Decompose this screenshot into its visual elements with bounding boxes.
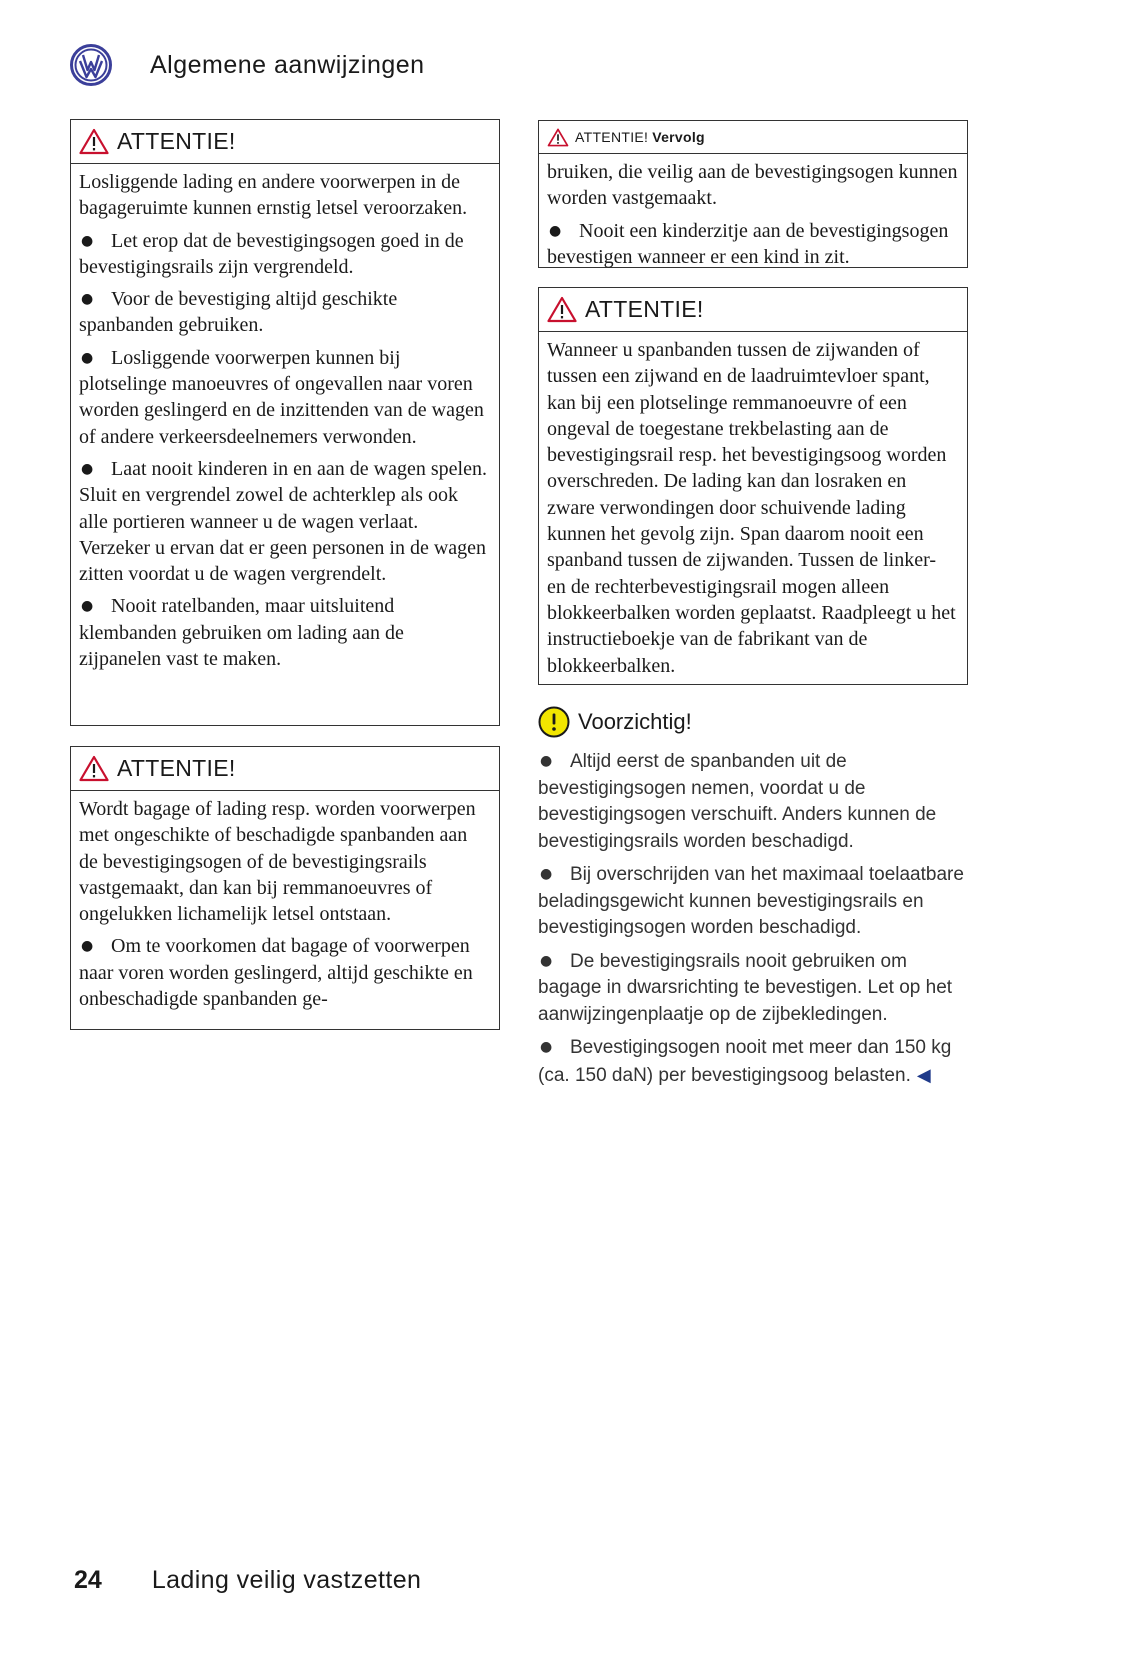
- page-number: 24: [74, 1566, 102, 1594]
- warning-box: [70, 746, 500, 1030]
- caution-title: Voorzichtig!: [578, 709, 692, 734]
- warning-triangle-icon: [79, 128, 109, 155]
- caution-note: [538, 704, 970, 1095]
- caution-bullet-text: Bevestigingsogen nooit met meer dan 150 kg (ca. 150 daN) per bevestigingsoog belasten.: [538, 1037, 952, 1086]
- warning-body: [539, 332, 967, 683]
- warning-box: [70, 119, 500, 726]
- caution-body: [538, 748, 970, 1089]
- section-end-marker-icon: ◀: [916, 1064, 931, 1085]
- caution-exclamation-icon: [538, 706, 570, 738]
- warning-triangle-icon: [547, 128, 569, 147]
- warning-header: [71, 747, 499, 791]
- warning-bullet: ● Nooit een kinderzitje aan de bevestigingsogen bevestigen wanneer er een kind in zit.: [547, 218, 959, 271]
- caution-bullet: ● Altijd eerst de spanbanden uit de bevestigingsogen nemen, voordat u de bevestigingsogen verschuift. Anders kunnen de bevestigingsrails worden beschadigd.: [538, 748, 970, 855]
- warning-paragraph: Losliggende lading en andere voorwerpen in de bagageruimte kunnen ernstig letsel veroorzaken.: [79, 171, 468, 220]
- warning-title: [575, 129, 705, 145]
- caution-bullet: [538, 1034, 970, 1089]
- warning-title: ATTENTIE!: [585, 296, 704, 322]
- warning-body: [71, 164, 499, 676]
- page-title: Algemene aanwijzingen: [150, 50, 425, 79]
- chapter-title: Lading veilig vastzetten: [151, 1566, 422, 1594]
- warning-header: [539, 288, 967, 332]
- warning-bullet: ● Losliggende voorwerpen kunnen bij plotselinge manoeuvres of ongevallen naar voren worden geslingerd en de inzittenden van de wagen of andere verkeersdeelnemers verwonden.: [79, 345, 491, 450]
- warning-bullet: ● Om te voorkomen dat bagage of voorwerpen naar voren worden geslingerd, altijd geschikte en onbeschadigde spanbanden ge-: [79, 933, 491, 1012]
- warning-triangle-icon: [547, 296, 577, 323]
- warning-title: ATTENTIE!: [117, 128, 236, 154]
- warning-paragraph: Wordt bagage of lading resp. worden voorwerpen met ongeschikte of beschadigde spanbanden aan de bevestigingsogen of de bevestigingsrails vastgemaakt, dan kan bij remmanoeuvres of ongelukken lichamelijk letsel ontstaan.: [79, 798, 476, 926]
- caution-header: [538, 704, 970, 740]
- warning-bullet: ● Laat nooit kinderen in en aan de wagen spelen. Sluit en vergrendel zowel de achterklep als ook alle portieren wanneer u de wagen verlaat. Verzeker u ervan dat er geen personen in de wagen zitten voordat u de wagen vergrendelt.: [79, 456, 491, 587]
- warning-box: [538, 287, 968, 685]
- warning-triangle-icon: [79, 755, 109, 782]
- warning-box-continued: [538, 120, 968, 268]
- warning-bullet: ● Voor de bevestiging altijd geschikte spanbanden gebruiken.: [79, 286, 491, 339]
- warning-header: [71, 120, 499, 164]
- warning-paragraph: bruiken, die veilig aan de bevestigingsogen kunnen worden vastgemaakt.: [547, 161, 958, 210]
- warning-body: [539, 154, 967, 274]
- vw-logo-icon: [70, 44, 112, 86]
- warning-title: ATTENTIE!: [117, 755, 236, 781]
- page-footer: [74, 1566, 421, 1595]
- warning-bullet: ● Let erop dat de bevestigingsogen goed in de bevestigingsrails zijn vergrendeld.: [79, 228, 491, 281]
- warning-title-text: ATTENTIE!: [575, 129, 649, 145]
- warning-body: [71, 791, 499, 1016]
- page-header: [70, 42, 425, 88]
- warning-header: [539, 121, 967, 154]
- warning-bullet: ● Nooit ratelbanden, maar uitsluitend klembanden gebruiken om lading aan de zijpanelen vast te maken.: [79, 593, 491, 672]
- caution-bullet: ● De bevestigingsrails nooit gebruiken om bagage in dwarsrichting te bevestigen. Let op het aanwijzingenplaatje op de zijbekledingen.: [538, 948, 970, 1029]
- warning-paragraph: Wanneer u spanbanden tussen de zijwanden of tussen een zijwand en de laadruimtevloer spant, kan bij een plotselinge remmanoeuvre of een ongeval de toegestane trekbelasting aan de bevestigingsrail resp. het bevestigingsoog worden overschreden. De lading kan dan losraken en zware verwondingen door schuivende lading kunnen het gevolg zijn. Span daarom nooit een spanband tussen de zijwanden. Tussen de linker- en de rechterbevestigingsrail mogen alleen blokkeerbalken worden geplaatst. Raadpleegt u het instructieboekje van de fabrikant van de blokkeerbalken.: [547, 339, 956, 677]
- caution-bullet: ● Bij overschrijden van het maximaal toelaatbare beladingsgewicht kunnen bevestigingsrails en bevestigingsogen worden beschadigd.: [538, 861, 970, 942]
- warning-title-continued: Vervolg: [652, 129, 705, 145]
